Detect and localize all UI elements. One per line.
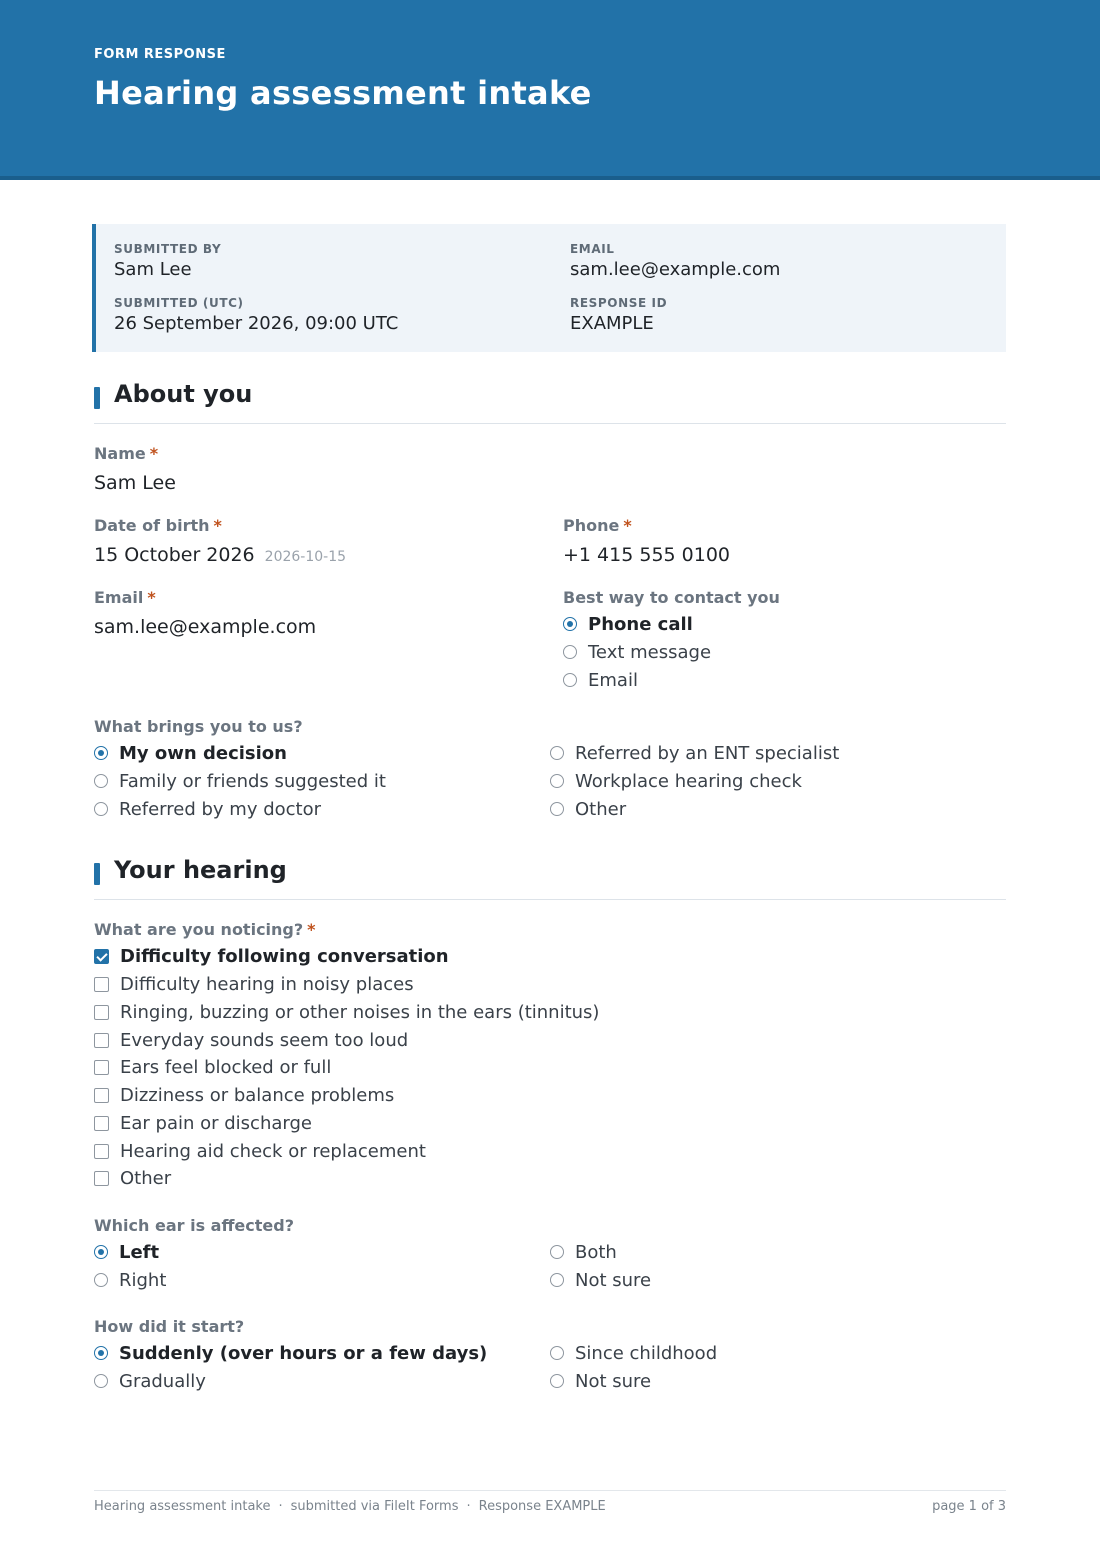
radio-empty-icon [550,1245,564,1259]
radio-empty-icon [550,746,564,760]
radio-selected-icon [94,1245,108,1259]
meta-label: EMAIL [570,242,615,256]
checkbox-empty-icon [94,1088,109,1103]
checkbox-option[interactable]: Other [94,1166,171,1190]
footer-separator: · [466,1499,471,1514]
iso-date-hint: 2026-10-15 [264,549,347,565]
radio-selected-icon [563,617,577,631]
radio-option[interactable]: Right [94,1268,166,1292]
meta-value: Sam Lee [114,259,192,280]
meta-label: SUBMITTED (UTC) [114,296,244,310]
radio-option[interactable]: Family or friends suggested it [94,769,386,793]
section-accent-bar [94,387,100,409]
field-label: What brings you to us? [94,717,303,736]
field-label: Email * [94,588,156,607]
meta-submitted-by [114,242,221,281]
checkbox-option[interactable]: Ringing, buzzing or other noises in the ears (tinnitus) [94,1000,599,1024]
radio-option[interactable]: Suddenly (over hours or a few days) [94,1341,487,1365]
radio-empty-icon [550,774,564,788]
radio-option[interactable]: Email [563,668,638,692]
field-label: What are you noticing? * [94,920,316,939]
radio-selected-icon [94,746,108,760]
submission-meta-panel [92,224,1006,352]
field-value: 15 October 2026 2026-10-15 [94,544,347,566]
radio-selected-icon [94,1346,108,1360]
field-value: +1 415 555 0100 [563,544,731,566]
required-marker: * [623,516,632,535]
radio-empty-icon [550,1374,564,1388]
radio-option[interactable]: Not sure [550,1369,651,1393]
radio-empty-icon [94,774,108,788]
field-which-ear [94,1216,294,1236]
radio-option[interactable]: Since childhood [550,1341,717,1365]
header-eyebrow: FORM RESPONSE [94,47,226,62]
field-label: Best way to contact you [563,588,780,607]
checkbox-empty-icon [94,1116,109,1131]
footer-form-name: Hearing assessment intake [94,1499,271,1514]
radio-option[interactable]: Referred by an ENT specialist [550,741,839,765]
section-accent-bar [94,863,100,885]
checkbox-empty-icon [94,1060,109,1075]
meta-value: EXAMPLE [570,313,654,334]
radio-option[interactable]: Workplace hearing check [550,769,802,793]
checkbox-option[interactable]: Everyday sounds seem too loud [94,1028,408,1052]
checkbox-option[interactable]: Ear pain or discharge [94,1111,312,1135]
radio-option[interactable]: Not sure [550,1268,651,1292]
field-what-brings-you [94,717,303,737]
checkbox-empty-icon [94,1144,109,1159]
checkbox-checked-icon [94,949,109,964]
required-marker: * [149,444,159,463]
page-number: page 1 of 3 [932,1499,1006,1514]
field-how-start [94,1317,244,1337]
radio-empty-icon [563,673,577,687]
meta-label: SUBMITTED BY [114,242,222,256]
radio-empty-icon [550,1346,564,1360]
page-footer [94,1490,1006,1520]
radio-empty-icon [94,1374,108,1388]
meta-value: sam.lee@example.com [570,259,781,280]
field-email [94,588,316,639]
radio-empty-icon [563,645,577,659]
field-value: Sam Lee [94,472,176,494]
field-label: Which ear is affected? [94,1216,294,1235]
radio-empty-icon [550,802,564,816]
field-date-of-birth [94,516,346,569]
page-title: Hearing assessment intake [94,74,592,112]
checkbox-option[interactable]: Hearing aid check or replacement [94,1139,426,1163]
radio-option[interactable]: Other [550,797,626,821]
section-about-you [94,380,1006,424]
field-value: sam.lee@example.com [94,616,317,638]
footer-via: submitted via FileIt Forms [290,1499,459,1514]
field-label: How did it start? [94,1317,245,1336]
checkbox-option[interactable]: Ears feel blocked or full [94,1055,331,1079]
checkbox-option[interactable]: Difficulty hearing in noisy places [94,972,414,996]
required-marker: * [213,516,222,535]
radio-option[interactable]: Gradually [94,1369,206,1393]
section-heading: About you [114,380,253,408]
radio-option[interactable]: Left [94,1240,159,1264]
checkbox-empty-icon [94,977,109,992]
meta-label: RESPONSE ID [570,296,668,310]
form-header [0,0,1100,180]
radio-option[interactable]: Referred by my doctor [94,797,321,821]
meta-email [570,242,780,281]
required-marker: * [307,920,316,939]
field-label: Date of birth * [94,516,222,535]
checkbox-empty-icon [94,1171,109,1186]
radio-option[interactable]: Both [550,1240,617,1264]
meta-response-id [570,296,667,335]
section-heading: Your hearing [114,856,287,884]
radio-option[interactable]: Text message [563,640,711,664]
section-your-hearing [94,856,1006,900]
radio-empty-icon [94,802,108,816]
field-name [94,444,176,495]
footer-info [94,1499,606,1514]
footer-separator: · [278,1499,283,1514]
field-what-noticing [94,920,316,940]
field-label: Name * [94,444,159,463]
checkbox-empty-icon [94,1005,109,1020]
checkbox-empty-icon [94,1033,109,1048]
field-phone [563,516,730,567]
meta-submitted-utc [114,296,398,335]
footer-response: Response EXAMPLE [478,1499,606,1514]
field-contact-preference [563,588,780,608]
checkbox-option[interactable]: Dizziness or balance problems [94,1083,394,1107]
checkbox-option[interactable]: Difficulty following conversation [94,944,449,968]
meta-value: 26 September 2026, 09:00 UTC [114,313,399,334]
radio-option[interactable]: Phone call [563,612,693,636]
radio-empty-icon [550,1273,564,1287]
radio-empty-icon [94,1273,108,1287]
required-marker: * [147,588,156,607]
field-label: Phone * [563,516,632,535]
radio-option[interactable]: My own decision [94,741,287,765]
